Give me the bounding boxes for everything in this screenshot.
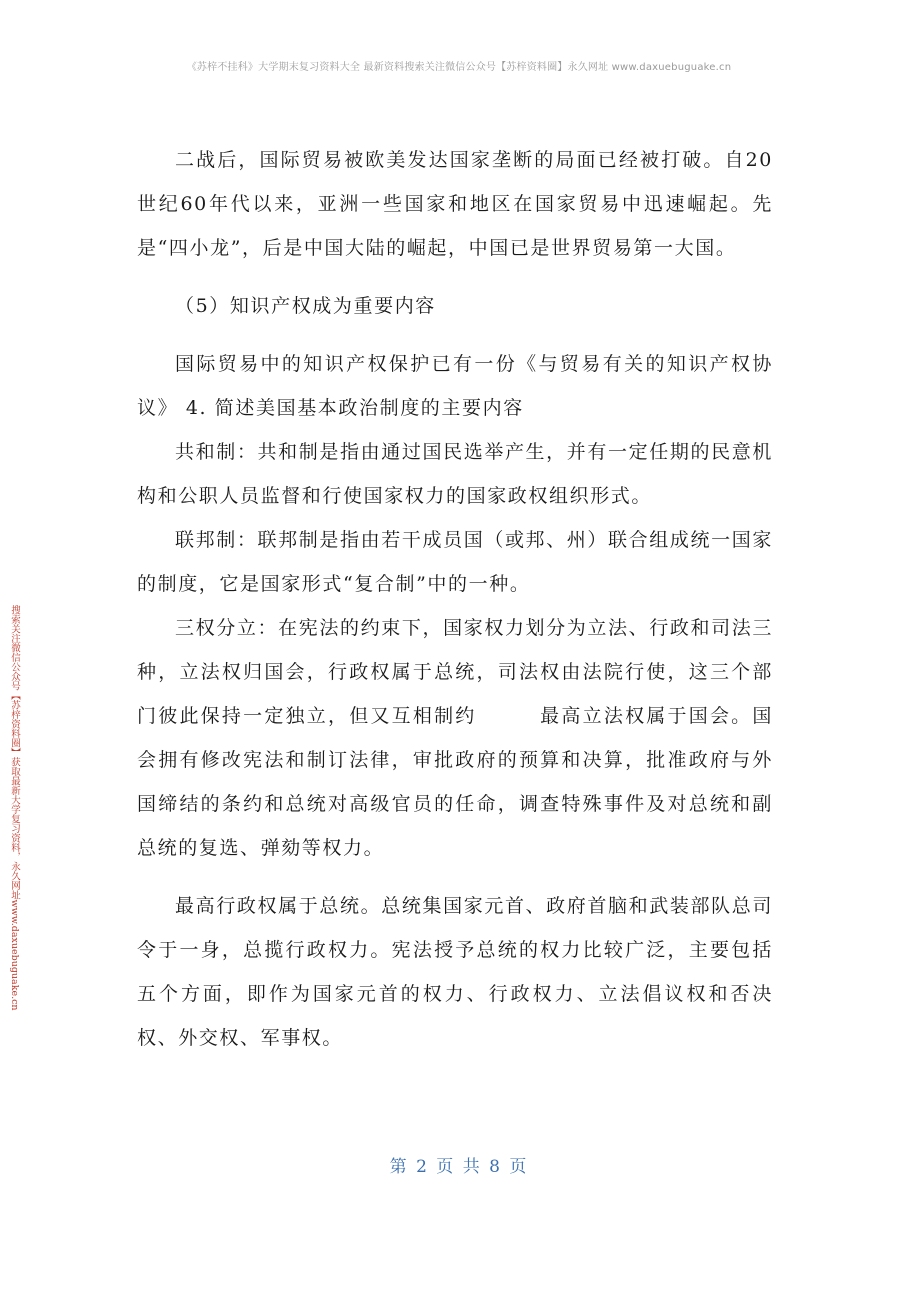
sidebar-vertical-watermark: 搜索关注微信公众号【苏梓资料圈】获取最新大学复习资料，永久网址www.daxuebuguake.cn	[9, 605, 20, 1011]
paragraph-republic: 共和制：共和制是指由通过国民选举产生，并有一定任期的民意机构和公职人员监督和行使国家权力的国家政权组织形式。	[137, 441, 773, 507]
header-watermark-text: 《苏梓不挂科》大学期末复习资料大全 最新资料搜索关注微信公众号【苏梓资料圈】永久网址 www.daxuebuguake.cn	[186, 62, 732, 73]
paragraph-federalism: 联邦制：联邦制是指由若干成员国（或邦、州）联合组成统一国家的制度，它是国家形式“复合制”中的一种。	[137, 529, 773, 595]
paragraph-executive-power: 最高行政权属于总统。总统集国家元首、政府首脑和武装部队总司令于一身，总揽行政权力。宪法授予总统的权力比较广泛，主要包括五个方面，即作为国家元首的权力、行政权力、立法倡议权和否决权、外交权、军事权。	[137, 895, 773, 1049]
document-body	[137, 138, 773, 1060]
page-number-footer: 第 2 页 共 8 页	[389, 1157, 529, 1177]
paragraph-separation-of-powers: 三权分立：在宪法的约束下，国家权力划分为立法、行政和司法三种，立法权归国会，行政权属于总统，司法权由法院行使，这三个部门彼此保持一定独立，但又互相制约 最高立法权属于国会。国会拥有修改宪法和制订法律，审批政府的预算和决算，批准政府与外国缔结的条约和总统对高级官员的任命，调查特殊事件及对总统和副总统的复选、弹劾等权力。	[137, 617, 773, 859]
paragraph-postwar-trade: 二战后，国际贸易被欧美发达国家垄断的局面已经被打破。自20世纪60年代以来，亚洲一些国家和地区在国家贸易中迅速崛起。先是“四小龙”，后是中国大陆的崛起，中国已是世界贸易第一大国。	[137, 149, 773, 259]
paragraph-ip-heading: （5）知识产权成为重要内容	[175, 295, 436, 317]
paragraph-trips-agreement: 国际贸易中的知识产权保护已有一份《与贸易有关的知识产权协议》 4. 简述美国基本政治制度的主要内容	[137, 353, 773, 419]
